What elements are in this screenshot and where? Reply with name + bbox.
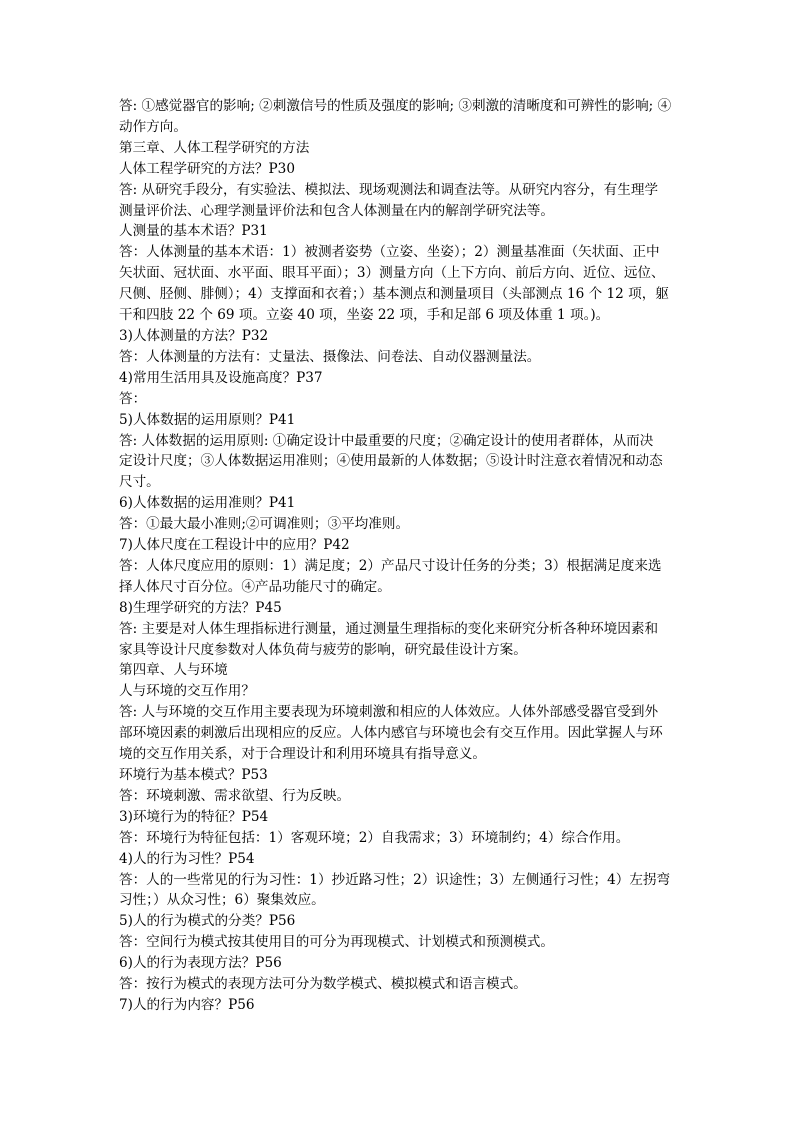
text-line-10: 尺侧、胫侧、腓侧）；4）支撑面和衣着；）基本测点和测量项目（头部测点 16 个 12 项，躯 [119,286,669,303]
question-data-criteria: 6)人体数据的运用准则？P41 [119,495,296,512]
text-line-34: 答：环境刺激、需求欲望、行为反映。 [119,787,351,804]
text-line-32: 境的交互作用关系，对于合理设计和利用环境具有指导意义。 [119,746,487,763]
question-dimension-application: 7)人体尺度在工程设计中的应用？P42 [119,537,350,554]
text-line-30: 答: 人与环境的交互作用主要表现为环境刺激和相应的人体效应。人体外部感受器官受到外 [119,704,659,721]
document-page [119,96,679,1016]
text-line-18: 定设计尺度；③人体数据运用准则；④使用最新的人体数据；⑤设计时注意衣着情况和动态 [119,453,663,470]
text-line-19: 尺寸。 [119,474,160,491]
question-behavior-modes: 5)人的行为模式的分类？P56 [119,913,296,930]
text-line-43: 答：按行为模式的表现方法可分为数学模式、模拟模式和语言模式。 [119,976,527,993]
question-research-methods: 人体工程学研究的方法？P30 [119,160,295,177]
text-line-01: 答: ①感觉器官的影响; ②刺激信号的性质及强度的影响; ③刺激的清晰度和可辨性的影响; ④ [119,98,672,114]
question-behavior-features: 3)环境行为的特征？P54 [119,808,269,825]
text-line-39: 习性；）从众习性；6）聚集效应。 [119,892,325,909]
question-measurement-terms: 人测量的基本术语？P31 [119,223,268,240]
question-physiology-methods: 8)生理学研究的方法？P45 [119,599,282,616]
question-measurement-methods: 3)人体测量的方法？P32 [119,327,269,344]
text-line-06: 测量评价法、心理学测量评价法和包含人体测量在内的解剖学研究法等。 [119,202,554,219]
text-line-41: 答：空间行为模式按其使用目的可分为再现模式、计划模式和预测模式。 [119,934,554,951]
chapter-3-heading: 第三章、人体工程学研究的方法 [119,139,310,156]
question-interaction: 人与环境的交互作用？ [119,683,255,700]
text-line-26: 答: 主要是对人体生理指标进行测量，通过测量生理指标的变化来研究分析各种环境因素和 [119,620,659,637]
text-line-11: 干和四肢 22 个 69 项。立姿 40 项，坐姿 22 项，手和足部 6 项及体重 1 项。)。 [119,307,610,324]
text-line-23: 答：人体尺度应用的原则：1）满足度；2）产品尺寸设计任务的分类；3）根据满足度来选 [119,557,662,574]
text-line-02: 动作方向。 [119,118,187,135]
text-line-13: 答：人体测量的方法有：丈量法、摄像法、问卷法、自动仪器测量法。 [119,348,541,365]
question-behavior-expression: 6)人的行为表现方法？P56 [119,955,282,972]
question-facility-heights: 4)常用生活用具及设施高度？P37 [119,369,323,386]
question-behavior-pattern: 环境行为基本模式？P53 [119,767,268,783]
question-behavior-content: 7)人的行为内容？P56 [119,996,255,1013]
text-line-21: 答：①最大最小准则;②可调准则；③平均准则。 [119,516,410,533]
chapter-4-heading: 第四章、人与环境 [119,662,228,679]
text-line-08: 答：人体测量的基本术语：1）被测者姿势（立姿、坐姿）；2）测量基准面（矢状面、正中 [119,244,660,261]
text-line-36: 答：环境行为特征包括：1）客观环境；2）自我需求；3）环境制约；4）综合作用。 [119,829,630,846]
text-line-38: 答：人的一些常见的行为习性：1）抄近路习性；2）识途性；3）左侧通行习性；4）左拐弯 [119,871,671,888]
text-line-27: 家具等设计尺度参数对人体负荷与疲劳的影响，研究最佳设计方案。 [119,641,527,658]
text-line-15: 答： [119,390,147,407]
question-data-principles: 5)人体数据的运用原则？P41 [119,411,296,428]
question-behavior-habits: 4)人的行为习性？P54 [119,850,255,867]
text-line-24: 择人体尺寸百分位。④产品功能尺寸的确定。 [119,578,391,595]
text-line-09: 矢状面、冠状面、水平面、眼耳平面）；3）测量方向（上下方向、前后方向、近位、远位、 [119,265,665,282]
text-line-17: 答: 人体数据的运用原则: ①确定设计中最重要的尺度；②确定设计的使用者群体，从而决 [119,432,654,449]
text-line-05: 答: 从研究手段分，有实验法、模拟法、现场观测法和调查法等。从研究内容分，有生理学 [119,181,659,198]
text-line-31: 部环境因素的刺激后出现相应的反应。人体内感官与环境也会有交互作用。因此掌握人与环 [119,725,663,742]
